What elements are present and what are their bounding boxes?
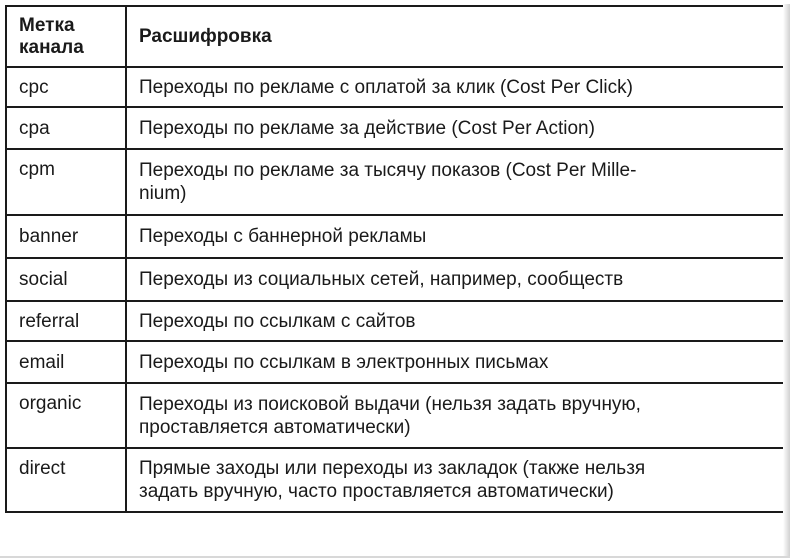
channel-description: Переходы с баннерной рекламы	[126, 215, 784, 258]
table-row	[6, 301, 784, 341]
channel-label: banner	[6, 215, 126, 258]
channel-description: Переходы из социальных сетей, например, сообществ	[126, 258, 784, 301]
table-row	[6, 341, 784, 383]
table-row	[6, 107, 784, 149]
table-header-row	[6, 6, 784, 67]
description-line1: Переходы по рекламе за тысячу показов (Cost Per Mille-	[139, 160, 637, 181]
description-line2: проставляется автоматически)	[139, 416, 411, 438]
description-line1: Прямые заходы или переходы из закладок (также нельзя	[139, 458, 646, 479]
channel-label: organic	[6, 383, 126, 448]
table-row	[6, 383, 784, 448]
table-row	[6, 67, 784, 107]
header-label-line1: Метка	[19, 14, 75, 36]
channel-label: referral	[6, 301, 126, 341]
utm-channel-table	[5, 5, 785, 513]
channel-description: Переходы по рекламе с оплатой за клик (Cost Per Click)	[126, 67, 784, 107]
description-line2: nium)	[139, 183, 187, 204]
channel-label: cpm	[6, 149, 126, 215]
channel-description: Переходы по ссылкам с сайтов	[126, 301, 784, 341]
channel-label: email	[6, 341, 126, 383]
channel-label: social	[6, 258, 126, 301]
channel-label: cpa	[6, 107, 126, 149]
channel-description: Переходы по ссылкам в электронных письмах	[126, 341, 784, 383]
table-row	[6, 149, 784, 215]
header-cell-description: Расшифровка	[126, 6, 784, 67]
channel-description: Переходы по рекламе за действие (Cost Per Action)	[126, 107, 784, 149]
table-row	[6, 215, 784, 258]
channel-label: direct	[6, 448, 126, 512]
description-line2: задать вручную, часто проставляется автоматически)	[139, 481, 614, 502]
channel-description	[126, 149, 784, 215]
header-cell-label	[6, 6, 126, 67]
page-edge-shadow-right	[783, 4, 790, 558]
table-row	[6, 258, 784, 301]
description-line1: Переходы из поисковой выдачи (нельзя задать вручную,	[139, 393, 641, 415]
channel-description	[126, 383, 784, 448]
table-row	[6, 448, 784, 512]
channel-description	[126, 448, 784, 512]
header-label-line2: канала	[19, 36, 84, 58]
channel-label: cpc	[6, 67, 126, 107]
